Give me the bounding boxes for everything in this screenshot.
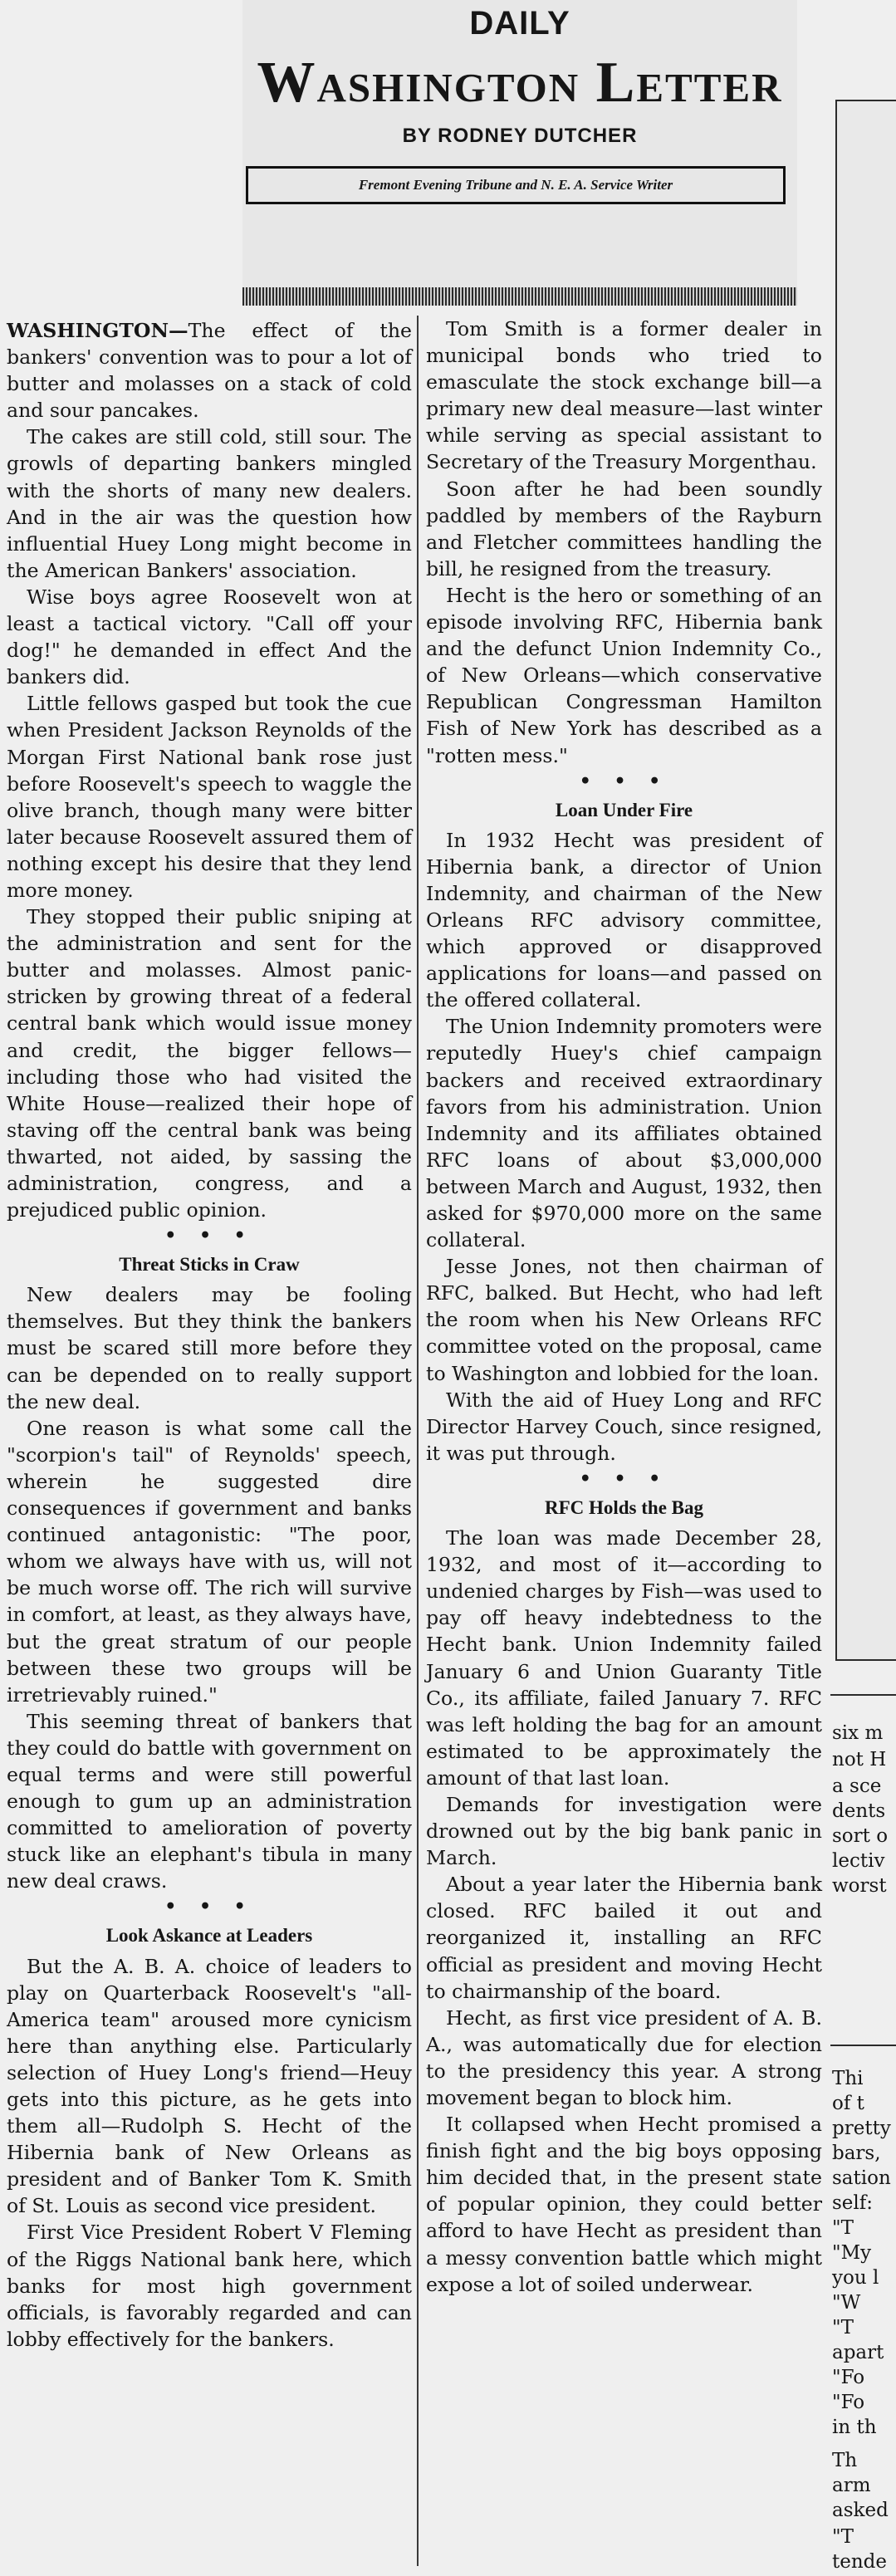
- article-column-middle: [426, 316, 822, 2298]
- adjacent-column-text: "My: [832, 2242, 872, 2264]
- adjacent-column-rule: [830, 1694, 896, 1696]
- masthead-service-line: Fremont Evening Tribune and N. E. A. Service Writer: [246, 166, 786, 204]
- masthead-title: Washington Letter: [257, 51, 783, 115]
- paragraph: Tom Smith is a former dealer in municipal bonds who tried to emasculate the stock exchange bill—a primary new deal measure—last winter while serving as special assistant to Secretary of the Treasury Morgenthau.: [426, 317, 822, 474]
- lead-text: The effect of the bankers' convention was to pour a lot of butter and molasses on a stack of cold and sour pancakes.: [7, 319, 412, 423]
- article-column-left: [7, 317, 412, 2353]
- column-divider: [417, 316, 419, 2566]
- adjacent-column-text: Th: [832, 2450, 858, 2471]
- adjacent-column-text: self:: [832, 2192, 874, 2214]
- lead-paragraph: [7, 317, 412, 424]
- dateline: WASHINGTON—: [7, 319, 189, 342]
- subhead: RFC Holds the Bag: [544, 1496, 704, 1518]
- section-separator: • • •: [164, 1225, 254, 1247]
- adjacent-column-text: dents: [832, 1800, 886, 1822]
- adjacent-column-text: pretty: [832, 2118, 891, 2139]
- subhead: Look Askance at Leaders: [105, 1925, 313, 1947]
- paragraph: This seeming threat of bankers that they could do battle with government on equal terms and were still powerful enough to gum up an administration committed to amelioration of poverty stuck like an elephant's tibula in many new deal craws.: [7, 1709, 412, 1893]
- section-separator: • • •: [579, 770, 669, 792]
- section-separator: • • •: [579, 1467, 669, 1490]
- adjacent-column-text: tende: [832, 2551, 888, 2573]
- adjacent-column-text: bars,: [832, 2143, 881, 2164]
- paragraph: It collapsed when Hecht promised a finish fight and the big boys opposing him decided that, in the present state of popular opinion, they could better afford to have Hecht as president than a messy convention battle which might expose a lot of soiled underwear.: [426, 2113, 822, 2296]
- paragraph: The Union Indemnity promoters were reputedly Huey's chief campaign backers and received extraordinary favors from his administration. Union Indemnity and its affiliates obtained RFC loans of about $3,000,000 between March and August, 1932, then asked for $970,000 more on the same collateral.: [426, 1015, 822, 1252]
- adjacent-column-text: in th: [832, 2417, 877, 2438]
- adjacent-column-text: "T: [832, 2217, 854, 2239]
- adjacent-column-text: sort o: [832, 1825, 889, 1847]
- adjacent-column-text: sation: [832, 2167, 891, 2189]
- paragraph: Little fellows gasped but took the cue when President Jackson Reynolds of the Morgan First National bank rose just before Roosevelt's speech to waggle the olive branch, though many were bitter later because Roosevelt assured them of nothing except his desire that they lend more money.: [7, 692, 412, 902]
- subhead: Loan Under Fire: [555, 799, 693, 820]
- adjacent-column-text: of t: [832, 2093, 864, 2114]
- adjacent-photo-frame: [835, 100, 896, 1661]
- paragraph: In 1932 Hecht was president of Hibernia bank, a director of Union Indemnity, and chairman of the New Orleans RFC advisory committee, which approved or disapproved applications for loans—and passed on the offered collateral.: [426, 828, 822, 1012]
- paragraph: Hecht, as first vice president of A. B. A., was automatically due for election to the presidency this year. A strong movement began to block him.: [426, 2005, 822, 2109]
- paragraph: Hecht is the hero or something of an episode involving RFC, Hibernia bank and the defunct Union Indemnity Co., of New Orleans—which conservative Republican Congressman Hamilton Fish of New York has described as a "rotten mess.": [426, 583, 822, 767]
- adjacent-column-text: worst: [832, 1875, 887, 1897]
- adjacent-column-text: arm: [832, 2475, 871, 2496]
- paragraph: They stopped their public sniping at the administration and sent for the butter and molasses. Almost panic-stricken by growing threat of a federal central bank which would issue money and credit, the bigger fellows—including those who had visited the White House—realized their hope of staving off the central bank was being thwarted, not aided, by sassing the administration, congress, and a prejudiced public opinion.: [7, 905, 412, 1222]
- paragraph: Wise boys agree Roosevelt won at least a tactical victory. "Call off your dog!" he demanded in effect And the bankers did.: [7, 585, 412, 689]
- paragraph: The loan was made December 28, 1932, and most of it—according to undenied charges by Fish—was used to pay off heavy indebtedness to the Hecht bank. Union Indemnity failed January 6 and Union Guaranty Title Co., its affiliate, failed January 7. RFC was left holding the bag for an amount estimated to be approximately the amount of that last loan.: [426, 1526, 822, 1790]
- paragraph: Jesse Jones, not then chairman of RFC, balked. But Hecht, who had left the room when his New Orleans RFC committee voted on the proposal, came to Washington and lobbied for the loan.: [426, 1255, 822, 1385]
- adjacent-column-text: "T: [832, 2526, 854, 2548]
- masthead: [242, 0, 797, 306]
- adjacent-column-text: "W: [832, 2292, 861, 2314]
- paragraph: The cakes are still cold, still sour. The growls of departing bankers mingled with the shorts of many new dealers. And in the air was the question how influential Huey Long might become in the American Bankers' association.: [7, 425, 412, 582]
- subhead: Threat Sticks in Craw: [119, 1254, 300, 1276]
- masthead-daily: DAILY: [469, 5, 570, 42]
- masthead-byline: BY RODNEY DUTCHER: [402, 125, 638, 147]
- adjacent-column-text: lectiv: [832, 1850, 885, 1872]
- paragraph: Demands for investigation were drowned out by the big bank panic in March.: [426, 1792, 822, 1870]
- paragraph: But the A. B. A. choice of leaders to play on Quarterback Roosevelt's "all-America team" aroused more cynicism here than anything else. Particularly selection of Huey Long's friend—Heuy gets into this picture, as he gets into them all—Rudolph S. Hecht of the Hibernia bank of New Orleans as president and of Banker Tom K. Smith of St. Louis as second vice president.: [7, 1954, 412, 2218]
- adjacent-column-text: apart: [832, 2342, 884, 2363]
- adjacent-column-text: you l: [832, 2267, 879, 2289]
- paragraph: With the aid of Huey Long and RFC Director Harvey Couch, since resigned, it was put through.: [426, 1388, 822, 1465]
- paragraph: New dealers may be fooling themselves. But they think the bankers must be scared still more before they can be depended on to really support the new deal.: [7, 1283, 412, 1413]
- paragraph: One reason is what some call the "scorpion's tail" of Reynolds' speech, wherein he suggested dire consequences if government and banks continued antagonistic: "The poor, whom we always have with us, will not be much worse off. The rich will survive in comfort, at least, as they always have, but the great stratum of our people between these two groups will be irretrievably ruined.": [7, 1416, 412, 1707]
- adjacent-column-text: "Fo: [832, 2367, 865, 2388]
- adjacent-column-text: "T: [832, 2317, 854, 2338]
- masthead-rule: [242, 287, 797, 306]
- adjacent-column-rule: [830, 2045, 896, 2046]
- adjacent-column-text: six m: [832, 1722, 884, 1744]
- adjacent-column-fragment: [830, 0, 896, 2576]
- paragraph: First Vice President Robert V Fleming of the Riggs National bank here, which banks for most high government officials, is favorably regarded and can lobby effectively for the bankers.: [7, 2221, 412, 2351]
- paragraph: About a year later the Hibernia bank closed. RFC bailed it out and reorganized it, installing an RFC official as president and moving Hecht to chairmanship of the board.: [426, 1873, 822, 2003]
- adjacent-column-text: Thi: [832, 2068, 864, 2089]
- adjacent-column-text: asked: [832, 2500, 889, 2521]
- adjacent-column-text: "Fo: [832, 2392, 865, 2413]
- adjacent-column-text: not H: [832, 1749, 887, 1770]
- section-separator: • • •: [164, 1896, 254, 1918]
- adjacent-column-text: a sce: [832, 1775, 882, 1797]
- paragraph: Soon after he had been soundly paddled by members of the Rayburn and Fletcher committees handling the bill, he resigned from the treasury.: [426, 477, 822, 580]
